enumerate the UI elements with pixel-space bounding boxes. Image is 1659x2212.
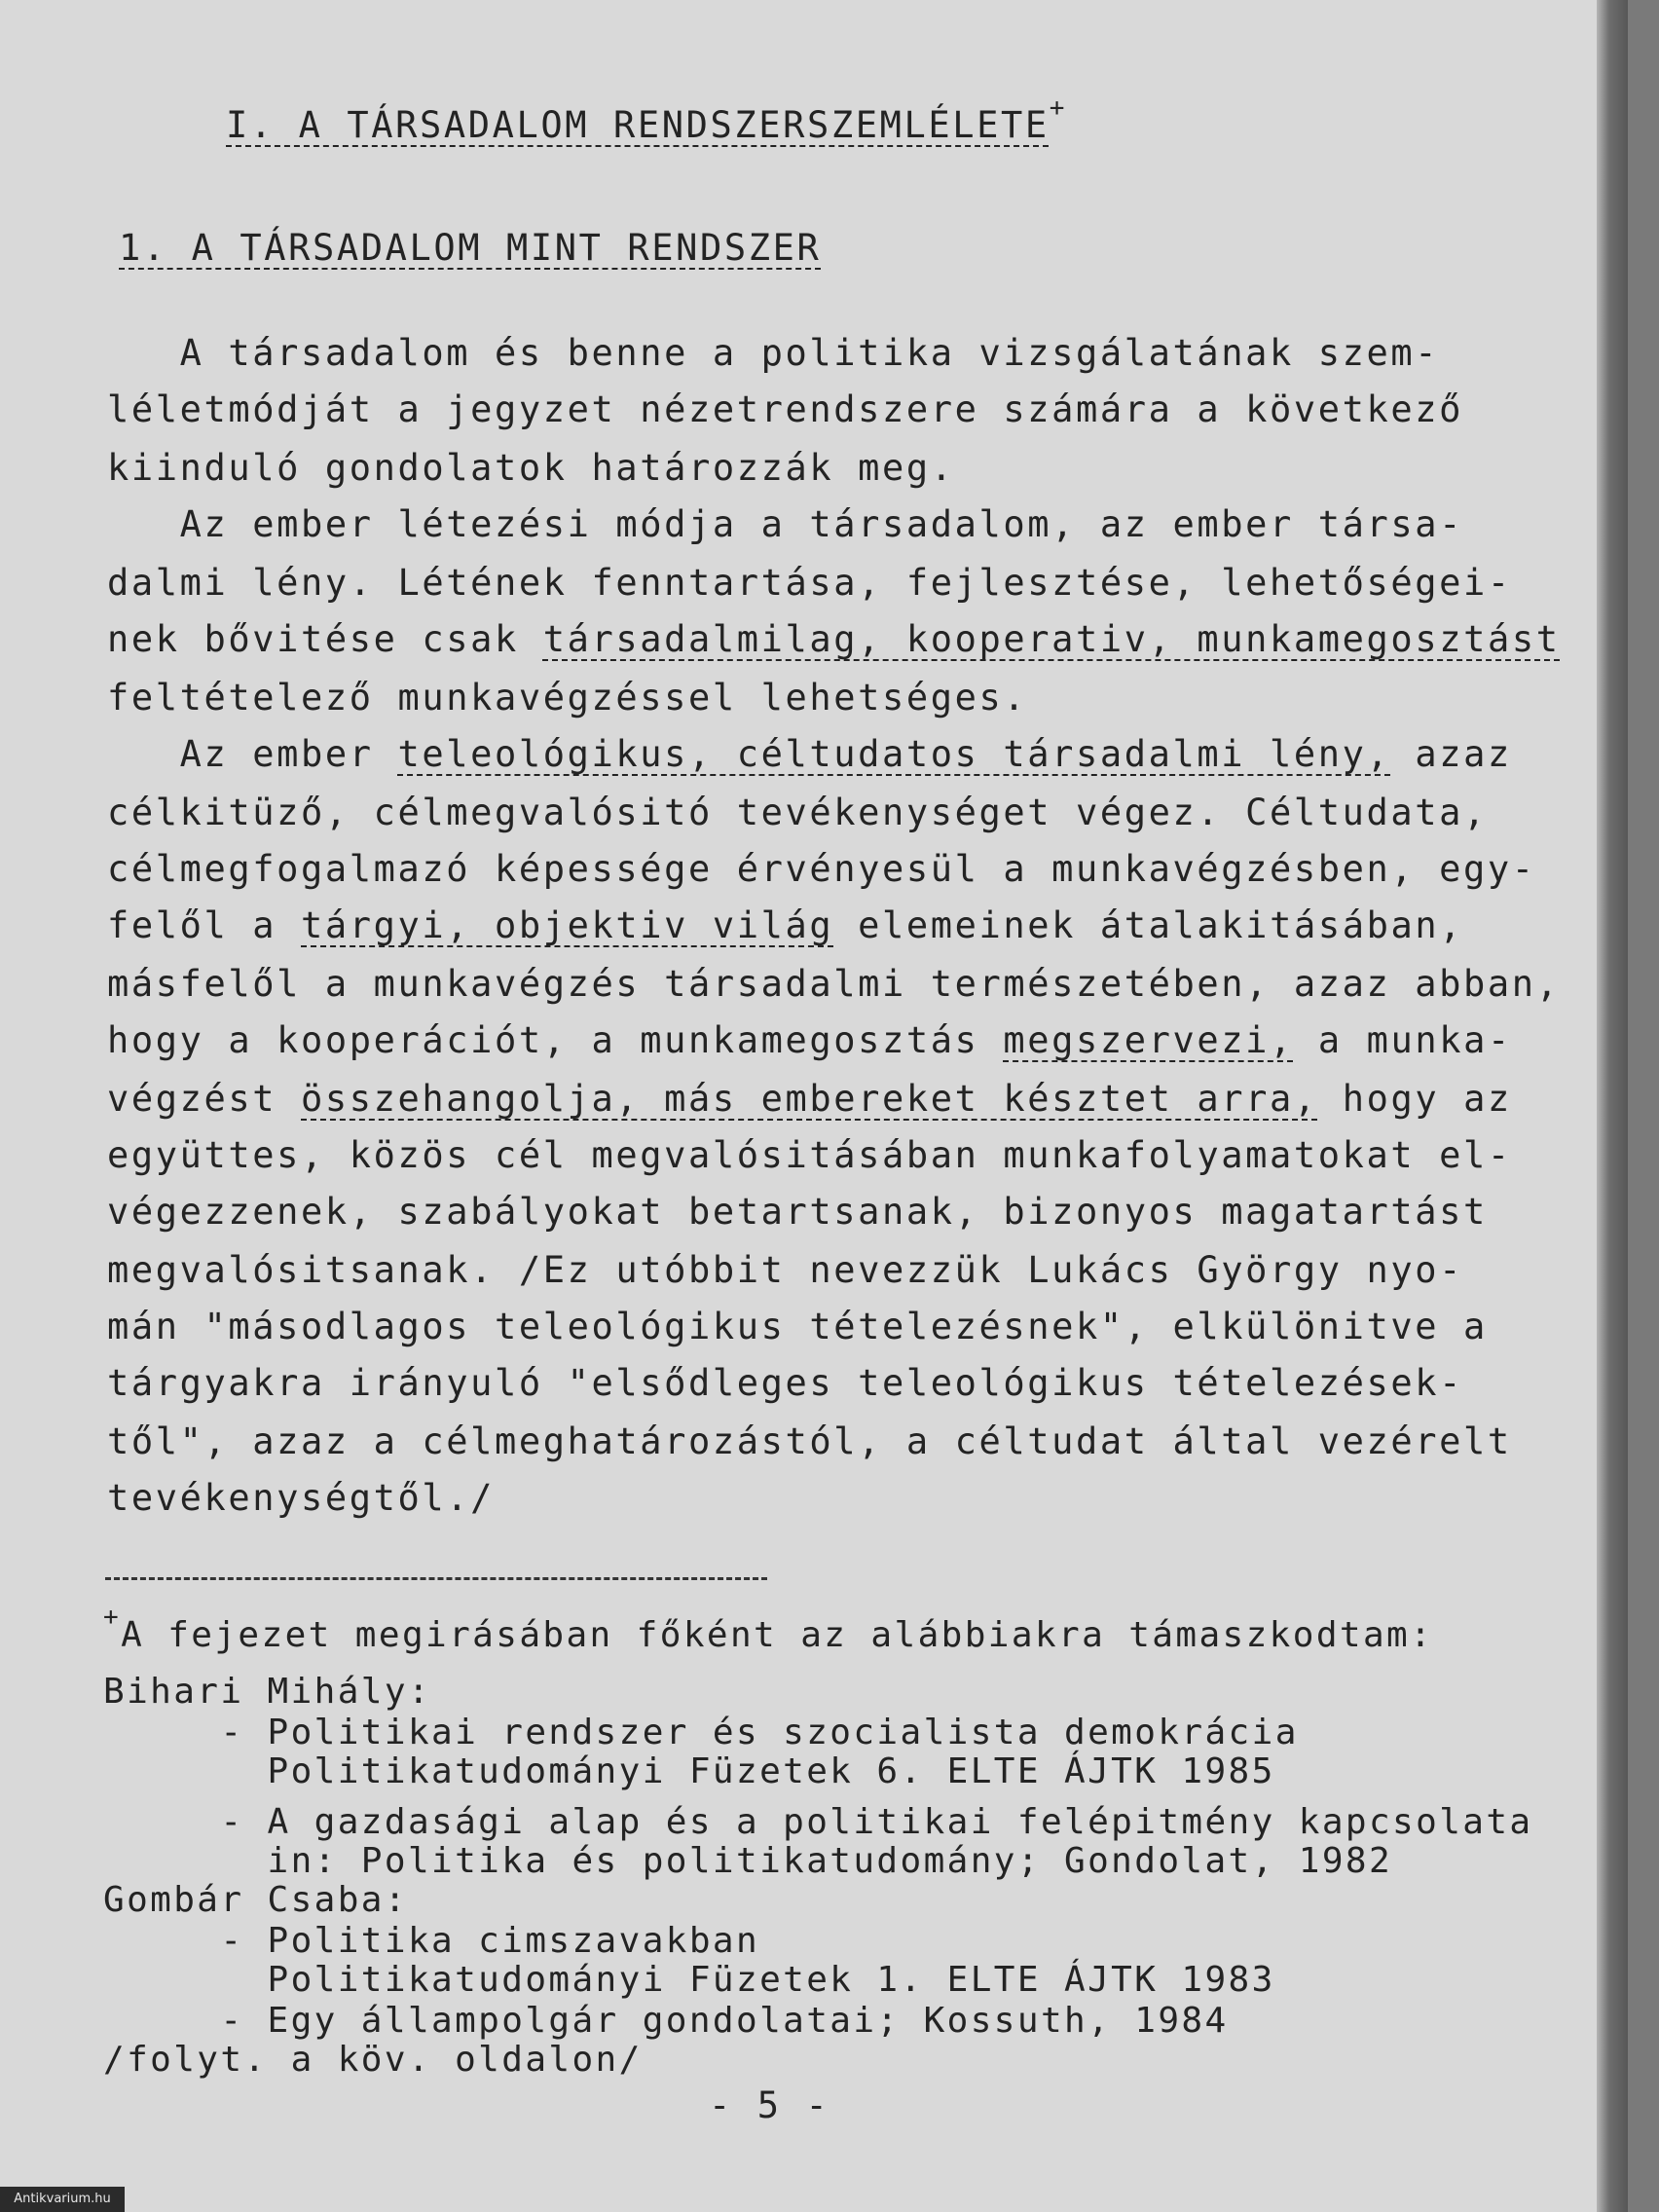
body-line xyxy=(107,617,1561,662)
body-line xyxy=(107,903,1463,948)
footnote-line xyxy=(103,2041,643,2083)
text-segment: kiinduló gondolatok határozzák meg. xyxy=(107,447,955,489)
body-line xyxy=(107,791,1488,835)
footnote-text: Politikatudományi Füzetek 1. ELTE ÁJTK 1983 xyxy=(103,1960,1275,2000)
footnote-line xyxy=(103,1714,1299,1755)
body-line xyxy=(107,847,1536,892)
body-line xyxy=(107,1077,1512,1122)
footnote-divider xyxy=(105,1577,767,1580)
text-segment: azaz xyxy=(1390,733,1512,775)
body-line xyxy=(107,446,955,491)
footnote-line xyxy=(103,1752,1275,1794)
text-segment: végzést xyxy=(107,1078,302,1120)
body-line xyxy=(107,1018,1512,1063)
text-segment: mán "másodlagos teleológikus tételezésnek", elkülönitve a xyxy=(107,1306,1488,1347)
body-line xyxy=(107,1305,1488,1349)
body-line xyxy=(107,676,1027,720)
section-heading: 1. A TÁRSADALOM MINT RENDSZER xyxy=(119,227,822,269)
footnote-text: A fejezet megirásában főként az alábbiakra támaszkodtam: xyxy=(121,1615,1434,1655)
footnote-text: - A gazdasági alap és a politikai felépitmény kapcsolata xyxy=(103,1802,1533,1842)
footnote-text: Politikatudományi Füzetek 6. ELTE ÁJTK 1985 xyxy=(103,1751,1275,1791)
text-segment: megvalósitsanak. /Ez utóbbit nevezzük Lukács György nyo- xyxy=(107,1249,1464,1291)
body-line xyxy=(107,1419,1512,1464)
footnote-line xyxy=(103,1842,1392,1884)
text-segment: tevékenységtől./ xyxy=(107,1477,496,1519)
footnote-text: /folyt. a köv. oldalon/ xyxy=(103,2040,643,2080)
footnote-marker: + xyxy=(103,1603,122,1632)
text-segment: léletmódját a jegyzet nézetrendszere számára a következő xyxy=(107,388,1464,430)
text-segment: tárgyakra irányuló "elsődleges teleológikus tételezések- xyxy=(107,1362,1464,1404)
footnote-marker: + xyxy=(1049,93,1068,123)
text-segment: nek bővitése csak xyxy=(107,618,543,660)
text-segment: Az ember létezési módja a társadalom, az ember társa- xyxy=(107,503,1464,545)
body-line xyxy=(107,1190,1488,1235)
underlined-phrase: tárgyi, objektiv világ xyxy=(301,904,834,946)
footnote-text: - Politikai rendszer és szocialista demokrácia xyxy=(103,1713,1299,1752)
text-segment: Az ember xyxy=(107,733,398,775)
underlined-phrase: megszervezi, xyxy=(1003,1019,1294,1061)
text-segment: végezzenek, szabályokat betartsanak, bizonyos magatartást xyxy=(107,1191,1488,1233)
body-line xyxy=(107,732,1512,777)
body-line xyxy=(107,502,1463,547)
footnote-text: Gombár Csaba: xyxy=(103,1880,408,1920)
underlined-phrase: teleológikus, céltudatos társadalmi lény, xyxy=(397,733,1391,775)
text-segment: hogy az xyxy=(1317,1078,1512,1120)
page-number: - 5 - xyxy=(709,2084,830,2126)
footnote-line xyxy=(103,1603,1434,1658)
body-line xyxy=(107,1361,1463,1406)
body-line xyxy=(107,387,1463,432)
footnote-text: - Politika cimszavakban xyxy=(103,1921,760,1961)
body-line xyxy=(107,1133,1512,1178)
watermark: Antikvarium.hu xyxy=(0,2187,125,2212)
body-line xyxy=(107,1476,495,1521)
chapter-heading xyxy=(226,93,1068,152)
footnote-line xyxy=(103,1673,431,1714)
text-segment: feltételező munkavégzéssel lehetséges. xyxy=(107,677,1028,719)
footnote-text: Bihari Mihály: xyxy=(103,1672,432,1712)
text-segment: dalmi lény. Létének fenntartása, fejlesztése, lehetőségei- xyxy=(107,562,1512,604)
body-line xyxy=(107,962,1561,1007)
text-segment: célmegfogalmazó képessége érvényesül a munkavégzésben, egy- xyxy=(107,848,1536,890)
text-segment: től", azaz a célmeghatározástól, a céltudat által vezérelt xyxy=(107,1420,1512,1462)
text-segment: célkitüző, célmegvalósitó tevékenységet végez. Céltudata, xyxy=(107,792,1488,833)
text-segment: együttes, közös cél megvalósitásában munkafolyamatokat el- xyxy=(107,1134,1512,1176)
text-segment: a munka- xyxy=(1293,1019,1512,1061)
text-segment: hogy a kooperációt, a munkamegosztás xyxy=(107,1019,1004,1061)
footnote-line xyxy=(103,2002,1229,2044)
text-segment: másfelől a munkavégzés társadalmi természetében, azaz abban, xyxy=(107,963,1561,1005)
body-line xyxy=(107,1248,1463,1293)
chapter-heading-text: I. A TÁRSADALOM RENDSZERSZEMLÉLETE xyxy=(226,104,1050,146)
page-edge-shadow xyxy=(1597,0,1628,2212)
footnote-line xyxy=(103,1961,1275,2003)
underlined-phrase: társadalmilag, kooperativ, munkamegosztást xyxy=(542,618,1561,660)
footnote-line xyxy=(103,1922,759,1964)
text-segment: A társadalom és benne a politika vizsgálatának szem- xyxy=(107,332,1440,374)
body-line xyxy=(107,331,1439,376)
text-segment: felől a xyxy=(107,904,302,946)
footnote-text: - Egy állampolgár gondolatai; Kossuth, 1984 xyxy=(103,2001,1229,2041)
body-line xyxy=(107,561,1512,606)
underlined-phrase: összehangolja, más embereket késztet arra, xyxy=(301,1078,1318,1120)
footnote-line xyxy=(103,1803,1533,1845)
footnote-text: in: Politika és politikatudomány; Gondolat, 1982 xyxy=(103,1841,1393,1881)
footnote-line xyxy=(103,1881,408,1923)
text-segment: elemeinek átalakitásában, xyxy=(833,904,1464,946)
